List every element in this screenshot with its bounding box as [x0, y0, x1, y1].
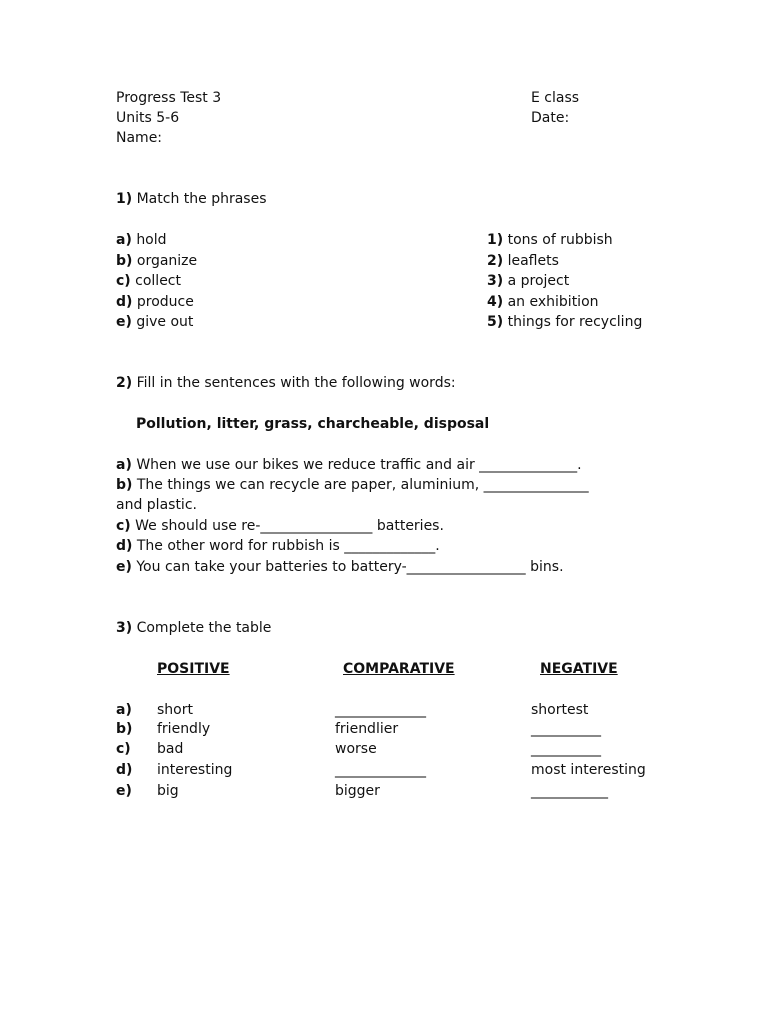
cell-comparative: _____________ — [335, 762, 426, 778]
sentence — [116, 536, 440, 556]
item-number: 3) — [487, 273, 504, 289]
sentence-text: The things we can recycle are paper, aluminium, _______________ — [136, 477, 589, 493]
sentence-continuation — [116, 495, 197, 515]
item-text: hold — [136, 232, 167, 248]
section-1-heading — [116, 189, 266, 209]
class-label: E class — [531, 90, 580, 106]
item-letter: e) — [116, 314, 132, 330]
item-number: 1) — [487, 232, 504, 248]
row-letter: b) — [116, 721, 133, 737]
sentence — [116, 557, 564, 577]
cell-comparative: worse — [335, 741, 377, 757]
row-letter: e) — [116, 783, 132, 799]
match-right-item — [487, 271, 569, 291]
sentence-text: When we use our bikes we reduce traffic and air ______________. — [136, 457, 582, 473]
item-text: produce — [136, 294, 194, 310]
name-label: Name: — [116, 130, 163, 146]
cell-comparative: _____________ — [335, 702, 426, 718]
section-3-heading — [116, 618, 271, 638]
test-units: Units 5-6 — [116, 110, 180, 126]
match-left-item — [116, 312, 193, 332]
match-left-item — [116, 292, 194, 312]
sentence — [116, 475, 589, 495]
sentence-text: and plastic. — [116, 497, 197, 513]
sentence-text: You can take your batteries to battery-_________________ bins. — [136, 559, 564, 575]
match-left-item — [116, 271, 181, 291]
cell-negative: __________ — [531, 721, 601, 737]
row-letter: d) — [116, 762, 133, 778]
sentence-letter: e) — [116, 559, 132, 575]
section-number: 2) — [116, 375, 133, 391]
column-header-comparative: COMPARATIVE — [343, 661, 455, 677]
match-right-item — [487, 230, 613, 250]
item-number: 5) — [487, 314, 504, 330]
word-bank: Pollution, litter, grass, charcheable, disposal — [136, 416, 490, 432]
item-letter: a) — [116, 232, 132, 248]
item-text: an exhibition — [507, 294, 599, 310]
sentence — [116, 516, 444, 536]
item-text: tons of rubbish — [507, 232, 613, 248]
match-right-item — [487, 312, 642, 332]
item-text: organize — [136, 253, 198, 269]
column-header-positive: POSITIVE — [157, 661, 230, 677]
section-instruction: Match the phrases — [136, 191, 267, 207]
cell-positive: bad — [157, 741, 184, 757]
cell-negative: ___________ — [531, 783, 608, 799]
cell-comparative: bigger — [335, 783, 380, 799]
sentence-letter: a) — [116, 457, 132, 473]
item-letter: c) — [116, 273, 131, 289]
item-text: a project — [507, 273, 570, 289]
item-letter: d) — [116, 294, 133, 310]
match-right-item — [487, 251, 559, 271]
item-text: leaflets — [507, 253, 559, 269]
column-header-negative: NEGATIVE — [540, 661, 618, 677]
section-instruction: Complete the table — [136, 620, 272, 636]
row-letter: c) — [116, 741, 131, 757]
sentence-letter: c) — [116, 518, 131, 534]
item-text: collect — [135, 273, 181, 289]
test-title: Progress Test 3 — [116, 90, 222, 106]
cell-positive: big — [157, 783, 179, 799]
section-instruction: Fill in the sentences with the following words: — [136, 375, 456, 391]
item-letter: b) — [116, 253, 133, 269]
item-text: things for recycling — [507, 314, 643, 330]
match-left-item — [116, 230, 167, 250]
sentence-letter: d) — [116, 538, 133, 554]
sentence — [116, 455, 582, 475]
cell-negative: shortest — [531, 702, 589, 718]
cell-negative: most interesting — [531, 762, 646, 778]
section-number: 1) — [116, 191, 133, 207]
item-text: give out — [136, 314, 194, 330]
match-left-item — [116, 251, 197, 271]
row-letter: a) — [116, 702, 132, 718]
cell-positive: short — [157, 702, 193, 718]
cell-negative: __________ — [531, 741, 601, 757]
section-2-heading — [116, 373, 456, 393]
date-label: Date: — [531, 110, 570, 126]
sentence-letter: b) — [116, 477, 133, 493]
cell-positive: interesting — [157, 762, 233, 778]
item-number: 4) — [487, 294, 504, 310]
cell-comparative: friendlier — [335, 721, 399, 737]
cell-positive: friendly — [157, 721, 211, 737]
sentence-text: The other word for rubbish is _____________. — [136, 538, 440, 554]
sentence-text: We should use re-________________ batteries. — [135, 518, 444, 534]
section-number: 3) — [116, 620, 133, 636]
item-number: 2) — [487, 253, 504, 269]
match-right-item — [487, 292, 599, 312]
